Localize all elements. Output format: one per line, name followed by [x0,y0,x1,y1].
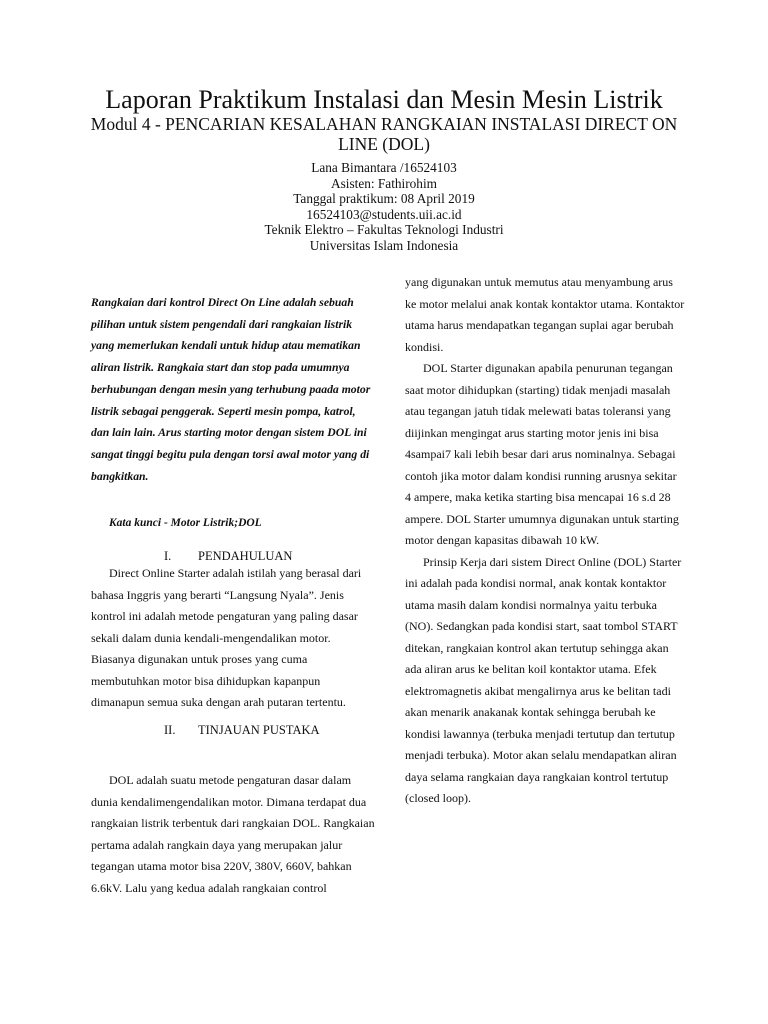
author-department: Teknik Elektro – Fakultas Teknologi Industri [264,222,504,237]
body-paragraph: Prinsip Kerja dari sistem Direct Online (DOL) Starter ini adalah pada kondisi normal, anak kontak kontaktor utama masih dalam kondisi normalnya yaitu terbuka (NO). Sedangkan pada kondisi start, saat tombol START ditekan, rangkaian kontrol akan tertutup sehingga akan ada aliran arus ke belitan koil kontaktor utama. Efek elektromagnetis akibat mengalirnya arus ke belitan tadi akan menarik anakanak kontak sehingga berubah ke kondisi lawannya (terbuka menjadi tertutup dan tertutup menjadi terbuka). Motor akan selalu mendapatkan aliran daya selama rangkaian daya rangkaian kontrol tertutup (closed loop). [405,554,682,805]
section-body-pendahuluan [91,563,376,714]
section-title: PENDAHULUAN [198,549,293,563]
author-name: Lana Bimantara /16524103 [311,160,457,175]
body-paragraph: DOL Starter digunakan apabila penurunan tegangan saat motor dihidupkan (starting) tidak menjadi masalah atau tegangan jatuh tidak melewati batas toleransi yang diijinkan mengingat arus starting motor jenis ini bisa 4sampai7 kali lebih besar dari arus nominalnya. Sebagai contoh jika motor dalam kondisi running arusnya sekitar 4 ampere, maka ketika starting bisa mencapai 16 s.d 28 ampere. DOL Starter umumnya digunakan untuk starting motor dengan kapasitas dibawah 10 kW. [405,361,679,547]
body-paragraph: Direct Online Starter adalah istilah yang berasal dari bahasa Inggris yang berarti “Langsung Nyala”. Jenis kontrol ini adalah metode pengaturan yang paling dasar sekali dalam dunia kendali-mengendalikan motor. Biasanya digunakan untuk proses yang cuma membutuhkan motor bisa dihidupkan kapanpun dimanapun semua suka dengan arah putaran tertentu. [91,566,362,709]
section-body-tinjauan-pustaka [91,770,376,899]
section-heading-pendahuluan [164,548,292,564]
author-university: Universitas Islam Indonesia [309,237,459,253]
practicum-date: Tanggal praktikum: 08 April 2019 [293,191,475,206]
right-column [405,272,685,810]
paper-title: Laporan Praktikum Instalasi dan Mesin Mesin Listrik [105,85,663,114]
section-heading-tinjauan-pustaka [164,722,320,738]
section-number: II. [164,723,176,737]
assistant-name: Asisten: Fathirohim [330,175,437,191]
continued-paragraph: yang digunakan untuk memutus atau menyambung arus ke motor melalui anak kontak kontaktor utama. Kontaktor utama harus mendapatkan tegangan suplai agar berubah kondisi. [405,275,685,354]
body-paragraph: DOL adalah suatu metode pengaturan dasar dalam dunia kendalimengendalikan motor. Dimana terdapat dua rangkaian listrik terbentuk dari rangkaian DOL. Rangkaian pertama adalah rangkain daya yang merupakan jalur tegangan utama motor bisa 220V, 380V, 660V, bahkan 6.6kV. Lalu yang kedua adalah rangkaian control [91,773,375,895]
keywords: Kata kunci - Motor Listrik;DOL [109,517,262,529]
section-number: I. [164,549,172,563]
section-title: TINJAUAN PUSTAKA [198,723,320,737]
paper-subtitle: Modul 4 - PENCARIAN KESALAHAN RANGKAIAN INSTALASI DIRECT ON LINE (DOL) [90,114,678,154]
author-email: 16524103@students.uii.ac.id [306,206,462,222]
author-block [0,160,768,253]
abstract: Rangkaian dari kontrol Direct On Line adalah sebuah pilihan untuk sistem pengendali dari rangkaian listrik yang memerlukan kendali untuk hidup atau mematikan aliran listrik. Rangkaia start dan stop pada umumnya berhubungan dengan mesin yang terhubung paada motor listrik sebagai penggerak. Seperti mesin pompa, katrol, dan lain lain. Arus starting motor dengan sistem DOL ini sangat tinggi begitu pula dengan torsi awal motor yang di bangkitkan. [91,296,371,483]
